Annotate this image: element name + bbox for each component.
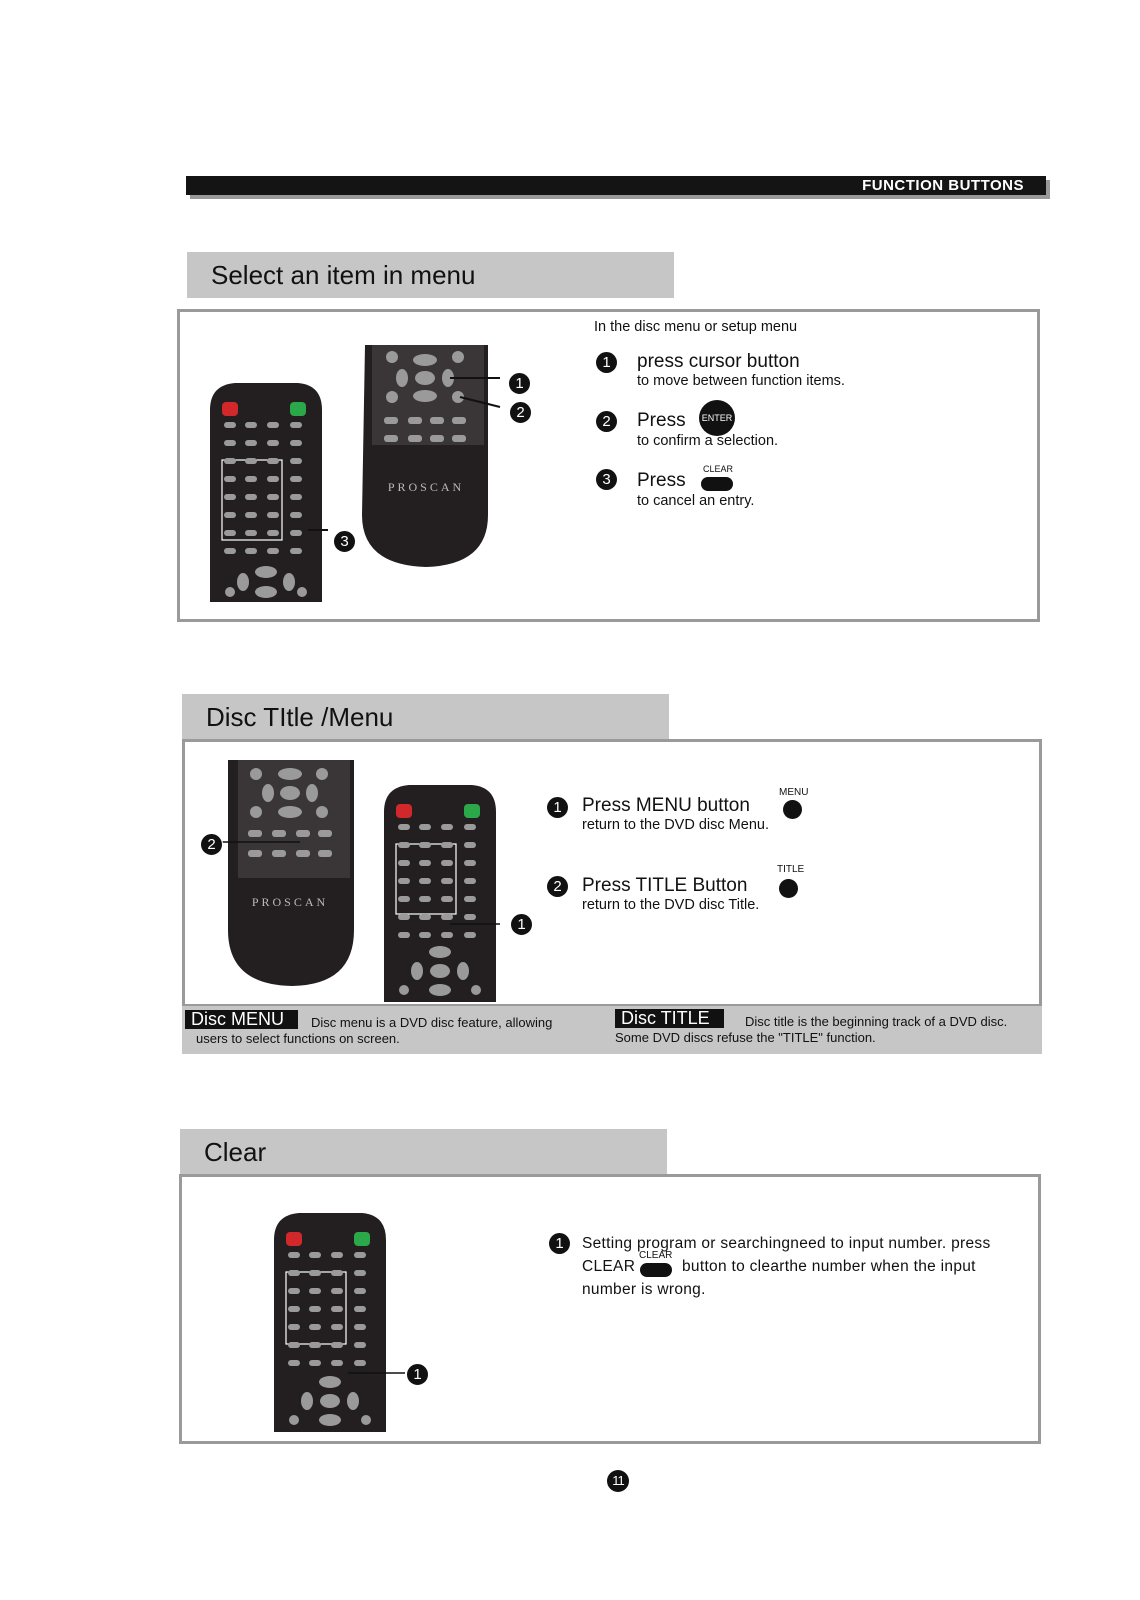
section1-step2-main: Press — [637, 410, 686, 431]
section2-step1-num: 1 — [547, 797, 568, 818]
section1-remote-illustration — [200, 345, 530, 605]
section3-line2b: button to clearthe number when the input — [682, 1258, 976, 1275]
section1-callout-2: 2 — [509, 401, 532, 424]
disc-title-line2: Some DVD discs refuse the "TITLE" function. — [615, 1030, 876, 1045]
clear-button-label: CLEAR — [703, 464, 734, 474]
section1-step3-main: Press — [637, 470, 686, 491]
section3-line2a: CLEAR — [582, 1258, 636, 1275]
disc-title-line1: Disc title is the beginning track of a DVD disc. — [745, 1014, 1008, 1029]
section1-step3-num: 3 — [596, 469, 617, 490]
remote-full-body — [210, 383, 322, 602]
enter-button-icon: ENTER — [699, 400, 735, 436]
section3-num: 1 — [549, 1233, 570, 1254]
menu-button-label: MENU — [779, 787, 809, 798]
section3-clear-icon — [640, 1263, 672, 1277]
title-button-label: TITLE — [777, 864, 805, 875]
disc-menu-line1: Disc menu is a DVD disc feature, allowing — [311, 1015, 553, 1030]
section1-callout-3: 3 — [333, 530, 356, 553]
section2-step2-main: Press TITLE Button — [582, 875, 748, 896]
section2-title: Disc TItle /Menu — [182, 694, 669, 740]
section1-step2-num: 2 — [596, 411, 617, 432]
menu-button-icon — [783, 800, 802, 819]
remote-full-body-2 — [384, 785, 496, 1002]
page-number: 11 — [607, 1470, 629, 1492]
section1-step3-sub: to cancel an entry. — [637, 493, 755, 509]
section3-clear-label: CLEAR — [639, 1250, 673, 1261]
section1-step1-main: press cursor button — [637, 351, 800, 372]
clear-button-icon — [701, 477, 733, 491]
remote-full-body-3 — [274, 1213, 386, 1432]
section2-step2-num: 2 — [547, 876, 568, 897]
section1-step2-sub: to confirm a selection. — [637, 433, 779, 449]
section2-step2-sub: return to the DVD disc Title. — [582, 897, 760, 913]
section1-title: Select an item in menu — [187, 252, 674, 298]
remote-brand: PROSCAN — [387, 480, 465, 494]
section2-callout-2: 2 — [200, 833, 223, 856]
section1-step1-sub: to move between function items. — [637, 373, 845, 389]
section2-step1-sub: return to the DVD disc Menu. — [582, 817, 769, 833]
section1-step1-num: 1 — [596, 352, 617, 373]
section3-line1: Setting program or searchingneed to input number. press — [582, 1235, 991, 1252]
header-bar — [186, 176, 1046, 195]
section1-callout-1: 1 — [508, 372, 531, 395]
header-title: FUNCTION BUTTONS — [862, 177, 1024, 194]
section1-intro: In the disc menu or setup menu — [594, 319, 798, 335]
remote-brand-2: PROSCAN — [251, 895, 329, 909]
disc-menu-tag: Disc MENU — [185, 1010, 298, 1029]
section3-remote-illustration — [270, 1210, 440, 1435]
section3-line3: number is wrong. — [582, 1281, 706, 1298]
disc-title-tag: Disc TITLE — [615, 1009, 724, 1028]
section2-callout-1: 1 — [510, 913, 533, 936]
section3-callout-1: 1 — [406, 1363, 429, 1386]
section2-step1-main: Press MENU button — [582, 795, 750, 816]
title-button-icon — [779, 879, 798, 898]
disc-menu-line2: users to select functions on screen. — [196, 1031, 400, 1046]
section3-title: Clear — [180, 1129, 667, 1175]
remote-bottom-body-2 — [228, 760, 354, 986]
section2-remote-illustration — [200, 760, 530, 1002]
